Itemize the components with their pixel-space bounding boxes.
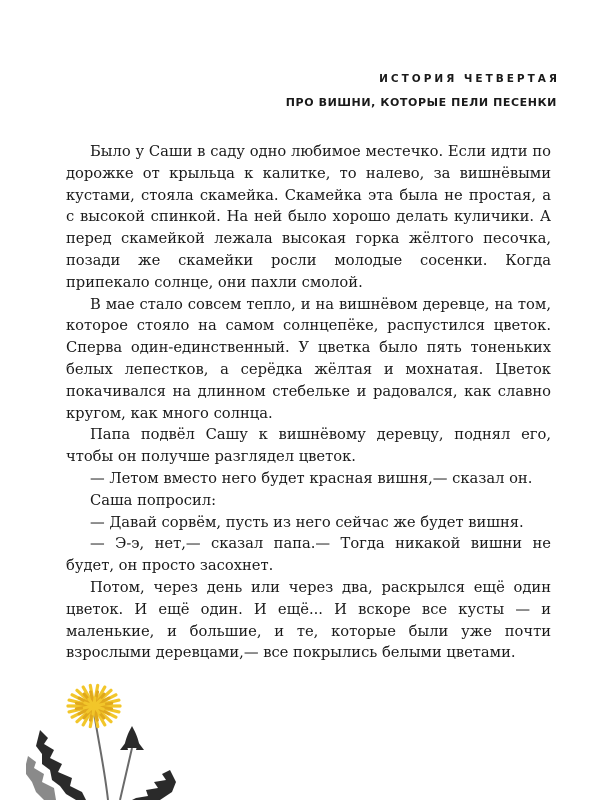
chapter-header (285, 70, 560, 112)
paragraph: — Давай сорвём, пусть из него сейчас же будет вишня. (90, 513, 524, 531)
dandelion-petal (94, 704, 104, 706)
dandelion-illustration (20, 670, 190, 800)
paragraph: Потом, через день или через два, раскрылся ещё один цветок. И ещё один. И ещё... И вскоре все кусты — и маленькие, и большие, и те, которые были уже почти взрослыми деревцами,— все покрылись белыми цветами. (66, 578, 551, 662)
paragraph: — Э-э, нет,— сказал папа.— Тогда никакой вишни не будет, он просто засохнет. (66, 535, 551, 575)
dandelion-leaf (132, 770, 176, 800)
chapter-title: ПРО ВИШНИ, КОТОРЫЕ ПЕЛИ ПЕСЕНКИ (285, 96, 557, 109)
paragraph: Папа подвёл Сашу к вишнёвому деревцу, поднял его, чтобы он получше разглядел цветок. (66, 426, 551, 466)
paragraph: Саша попросил: (90, 491, 217, 509)
paragraph: В мае стало совсем тепло, и на вишнёвом деревце, на том, которое стояло на самом солнцепёке, распустился цветок. Сперва один-единственный. У цветка было пять тоненьких белых лепестков, а серёдка жёлтая и мохнатая. Цветок покачивался на длинном стебельке и радовался, как славно кругом, как много солнца. (66, 295, 551, 422)
dandelion-flower (68, 685, 120, 726)
dandelion-stem (120, 748, 132, 800)
story-text (66, 141, 551, 664)
chapter-number: ИСТОРИЯ ЧЕТВЕРТАЯ (379, 73, 560, 85)
paragraph: — Летом вместо него будет красная вишня,— сказал он. (90, 469, 533, 487)
paragraph: Было у Саши в саду одно любимое местечко. Если идти по дорожке от крыльца к калитке, то налево, за вишнёвыми кустами, стояла скамейка. Скамейка эта была не простая, а с высокой спинкой. На ней было хорошо делать куличики. А перед скамейкой лежала высокая горка жёлтого песочка, позади же скамейки росли молодые сосенки. Когда припекало солнце, они пахли смолой. (66, 143, 551, 291)
dandelion-bud (120, 726, 144, 750)
